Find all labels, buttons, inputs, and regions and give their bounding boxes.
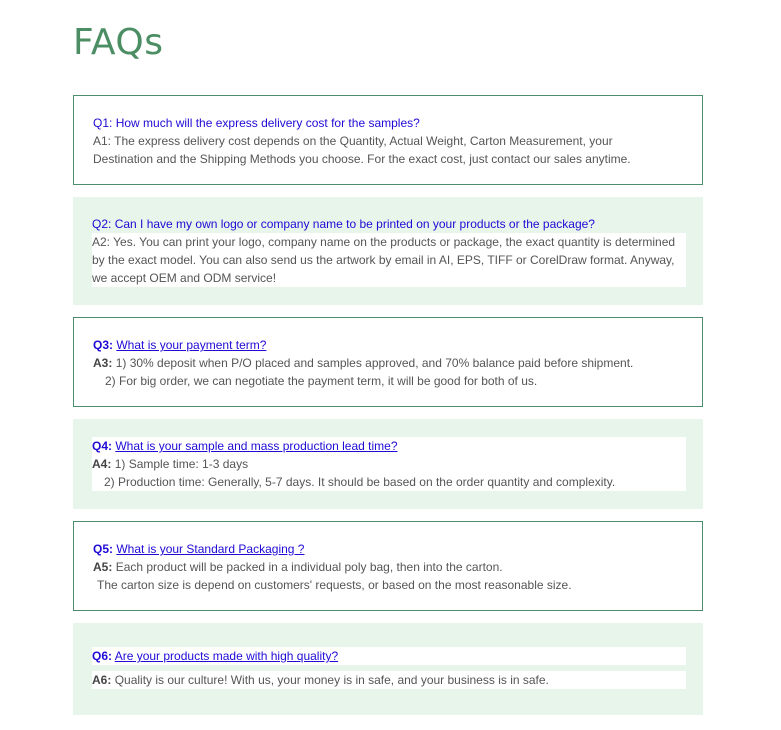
question-link[interactable]: What is your payment term?: [116, 338, 267, 352]
question-label: Q6:: [92, 649, 113, 663]
faq-answer-line: Destination and the Shipping Methods you choose. For the exact cost, just contact our sales anytime.: [93, 152, 631, 166]
question-label: Q1:: [93, 116, 113, 130]
faq-item-3: [73, 317, 703, 407]
faq-content: [92, 437, 686, 491]
faq-answer-line: The carton size is depend on customers' requests, or based on the most reasonable size.: [97, 578, 572, 592]
question-text: How much will the express delivery cost for the samples?: [115, 116, 420, 130]
question-label: Q2:: [92, 217, 112, 231]
faq-answer: [92, 233, 686, 287]
answer-text: Yes. You can print your logo, company name on the products or package, the exact quantity is determined: [113, 235, 676, 249]
faq-answer-line: 2) For big order, we can negotiate the payment term, it will be good for both of us.: [105, 374, 538, 388]
faq-answer-line: [92, 455, 686, 473]
faq-answer-line: [92, 671, 686, 689]
faq-answer-line: [93, 132, 685, 150]
answer-label: A4:: [92, 457, 112, 471]
answer-text: The express delivery cost depends on the Quantity, Actual Weight, Carton Measurement, your: [114, 134, 613, 148]
question-label: Q3:: [93, 338, 114, 352]
page-title: FAQs: [73, 22, 164, 63]
answer-text: Each product will be packed in a individual poly bag, then into the carton.: [115, 560, 503, 574]
answer-text: 1) Sample time: 1-3 days: [114, 457, 249, 471]
faq-answer-line: 2) Production time: Generally, 5-7 days. It should be based on the order quantity and complexity.: [104, 475, 616, 489]
answer-label: A1:: [93, 134, 112, 148]
answer-text: 1) 30% deposit when P/O placed and samples approved, and 70% balance paid before shipment.: [115, 356, 634, 370]
faq-answer-line: [93, 354, 685, 372]
faq-answer-line: [92, 233, 686, 251]
faq-item-1: [73, 95, 703, 185]
faq-item-6: [73, 623, 703, 715]
faq-answer-line: we accept OEM and ODM service!: [92, 271, 277, 285]
question-label: Q5:: [93, 542, 114, 556]
answer-label: A6:: [92, 673, 112, 687]
faq-question: [92, 215, 686, 233]
answer-text: Quality is our culture! With us, your money is in safe, and your business is in safe.: [114, 673, 549, 687]
question-label: Q4:: [92, 439, 113, 453]
faq-question: [93, 336, 685, 354]
question-link[interactable]: Are your products made with high quality?: [114, 649, 339, 663]
faq-item-5: [73, 521, 703, 611]
answer-label: A2:: [92, 235, 111, 249]
question-link[interactable]: What is your sample and mass production lead time?: [115, 439, 398, 453]
faq-question: [92, 647, 686, 665]
faq-answer-line: [93, 558, 685, 576]
faq-question: [93, 540, 685, 558]
faq-answer-line: by the exact model. You can also send us the artwork by email in AI, EPS, TIFF or CorelDraw format. Anyway,: [92, 253, 675, 267]
answer-label: A3:: [93, 356, 113, 370]
faq-question: [92, 437, 686, 455]
faq-question: [93, 114, 685, 132]
question-link[interactable]: What is your Standard Packaging ?: [116, 542, 305, 556]
question-text: Can I have my own logo or company name to be printed on your products or the package?: [114, 217, 595, 231]
faq-item-2: [73, 197, 703, 305]
answer-label: A5:: [93, 560, 113, 574]
faq-item-4: [73, 419, 703, 509]
